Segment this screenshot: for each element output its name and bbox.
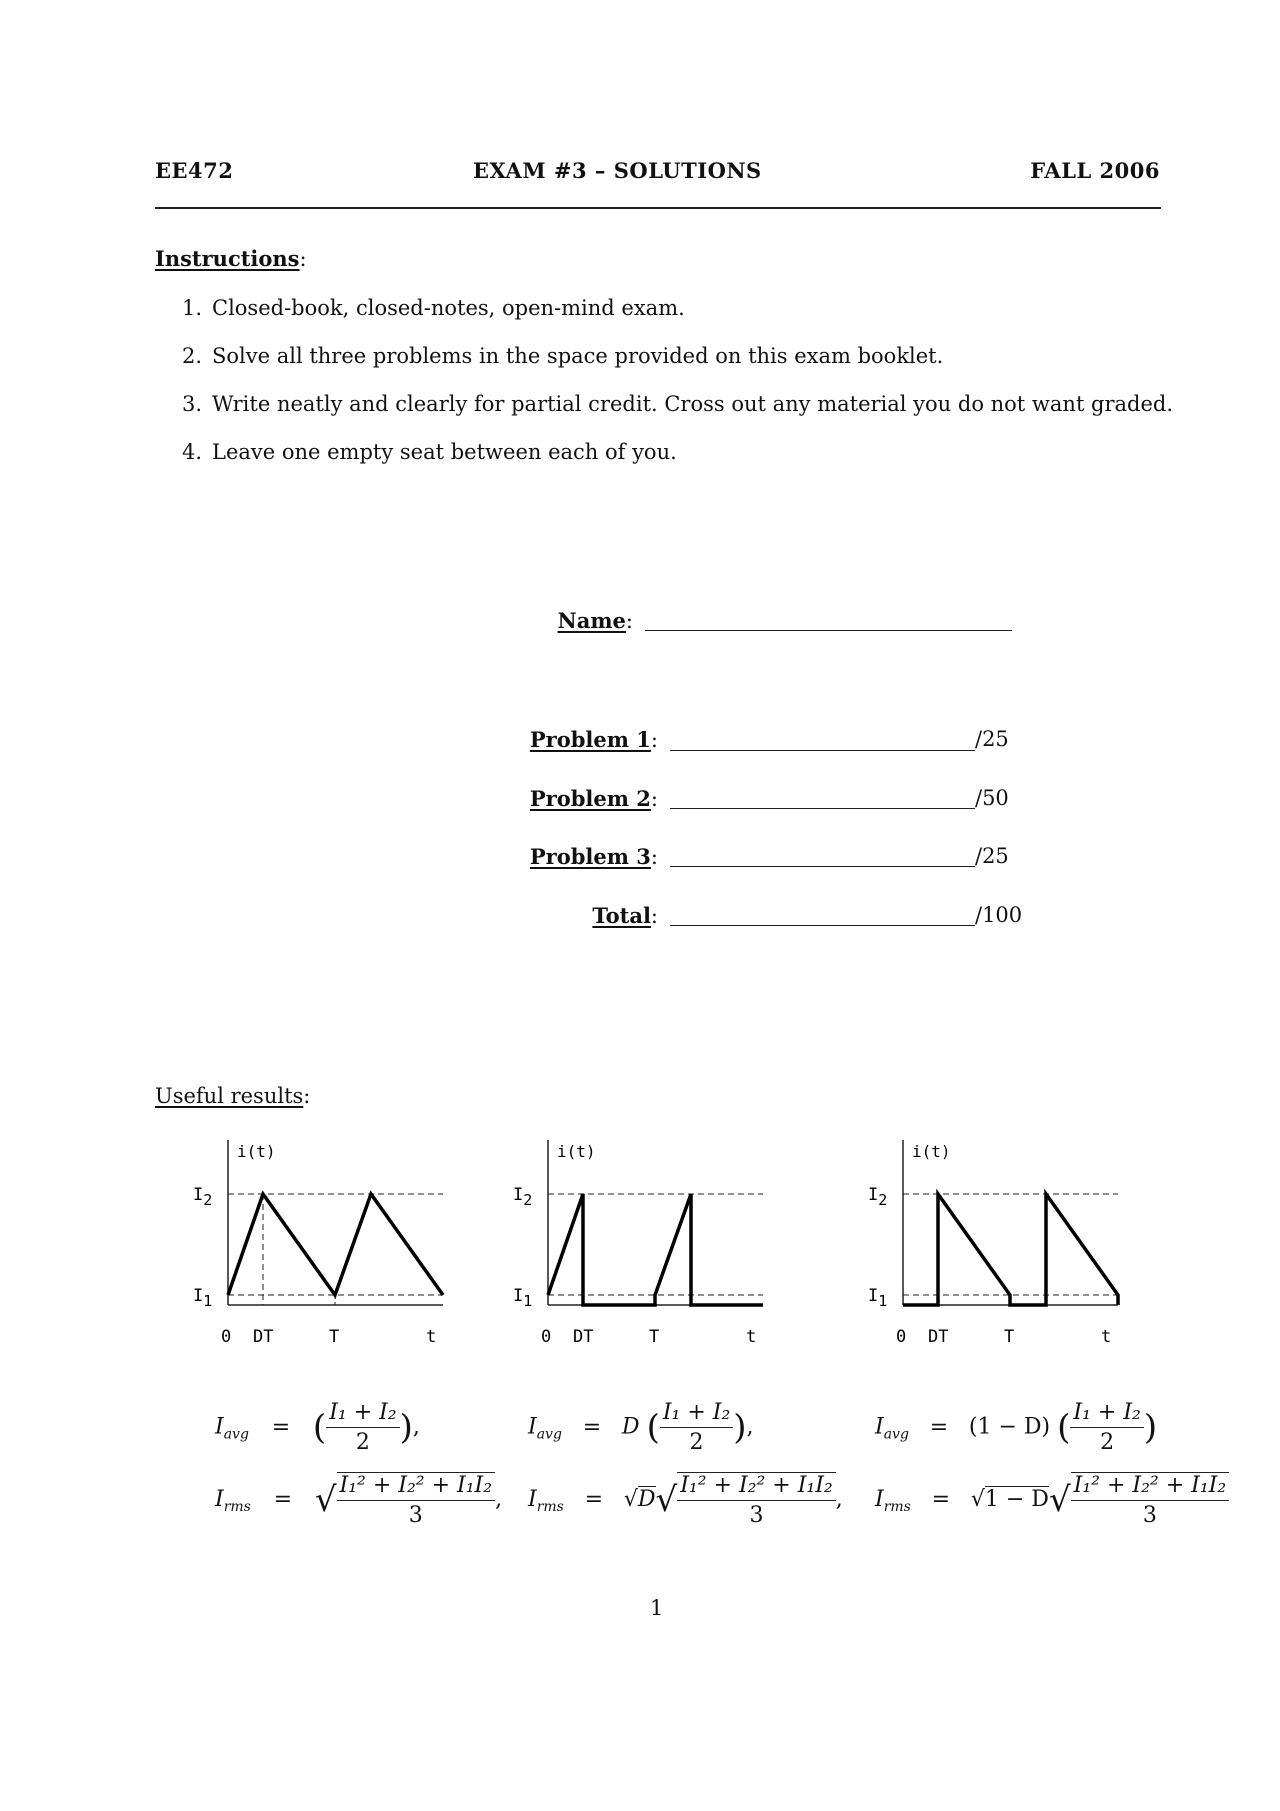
instruction-item: 3. Write neatly and clearly for partial credit. Cross out any material you do not want graded. [182,392,1174,416]
problem-2-max: /50 [975,786,1009,810]
i2-label: I2 [513,1185,533,1209]
instruction-item: 4. Leave one empty seat between each of you. [182,440,677,464]
formula-set-falling-pulse [875,1400,1229,1536]
tick-dt: DT [573,1327,594,1347]
tick-t-period: T [649,1327,660,1347]
exam-term: FALL 2006 [1030,158,1160,183]
name-label: Name: [557,608,633,633]
formula-set-triangle [215,1400,502,1536]
i2-label: I2 [193,1185,213,1209]
problem-1-max: /25 [975,727,1009,751]
i1-label: I1 [868,1286,888,1310]
instructions-heading: Instructions: [155,246,307,271]
problem-2-label: Problem 2: [529,786,658,811]
tick-t-period: T [1004,1327,1015,1347]
problem-1-score-line[interactable] [670,750,975,751]
total-max: /100 [975,903,1023,927]
instruction-item: 1. Closed-book, closed-notes, open-mind exam. [182,296,685,320]
problem-1-label: Problem 1: [529,727,658,752]
waveform-graph-rising-pulse [505,1135,775,1365]
i1-label: I1 [513,1286,533,1310]
problem-2-score-line[interactable] [670,808,975,809]
problem-3-label: Problem 3: [529,844,658,869]
y-axis-label: i(t) [557,1142,596,1161]
rms-formula: $I_{rms} = √D√$ $\frac{\text{I₁² + I₂² + I₁I₂}}{3}$ , [528,1473,843,1528]
tick-t: t [746,1327,757,1347]
y-axis-label: i(t) [237,1142,276,1161]
tick-t-period: T [329,1327,340,1347]
i2-label: I2 [868,1185,888,1209]
name-input-line[interactable] [645,630,1012,631]
formula-set-rising-pulse [528,1400,843,1536]
i1-label: I1 [193,1286,213,1310]
y-axis-label: i(t) [912,1142,951,1161]
tick-t: t [1101,1327,1112,1347]
problem-3-max: /25 [975,844,1009,868]
total-score-line[interactable] [670,925,975,926]
rms-formula: $I_{rms}$ = √ $\frac{\text{I₁² + I₂² + I₁I₂}}{3}$ , [215,1473,503,1528]
avg-formula: $I_{avg} = (1 - D)$ ( $\frac{\text{I₁ + I₂}}{2}$ ) [875,1400,1158,1455]
waveform-line [903,1194,1118,1305]
useful-results-heading: Useful results: [155,1084,311,1108]
tick-t: t [426,1327,437,1347]
header-rule [155,207,1161,209]
problem-3-score-line[interactable] [670,866,975,867]
instructions-list [182,296,1173,488]
avg-formula: $I_{avg} = D$ ( $\frac{\text{I₁ + I₂}}{2}$ ), [528,1400,754,1455]
avg-formula: $I_{avg}$ = ( $\frac{\text{I₁ + I₂}}{2}$ ), [215,1400,420,1455]
tick-dt: DT [253,1327,274,1347]
page-number: 1 [650,1596,664,1620]
tick-dt: DT [928,1327,949,1347]
waveform-line [228,1194,443,1295]
instruction-item: 2. Solve all three problems in the space provided on this exam booklet. [182,344,944,368]
rms-formula: $I_{rms} = √1 - D√$ $\frac{\text{I₁² + I₂² + I₁I₂}}{3}$ [875,1472,1229,1536]
tick-zero: 0 [541,1327,552,1347]
waveform-graph-falling-pulse [860,1135,1130,1365]
exam-title: EXAM #3 – SOLUTIONS [473,158,762,183]
waveform-graph-triangle [185,1135,455,1365]
total-label: Total: [592,903,658,928]
tick-zero: 0 [896,1327,907,1347]
tick-zero: 0 [221,1327,232,1347]
course-code: EE472 [155,158,234,183]
waveform-line [548,1194,763,1305]
